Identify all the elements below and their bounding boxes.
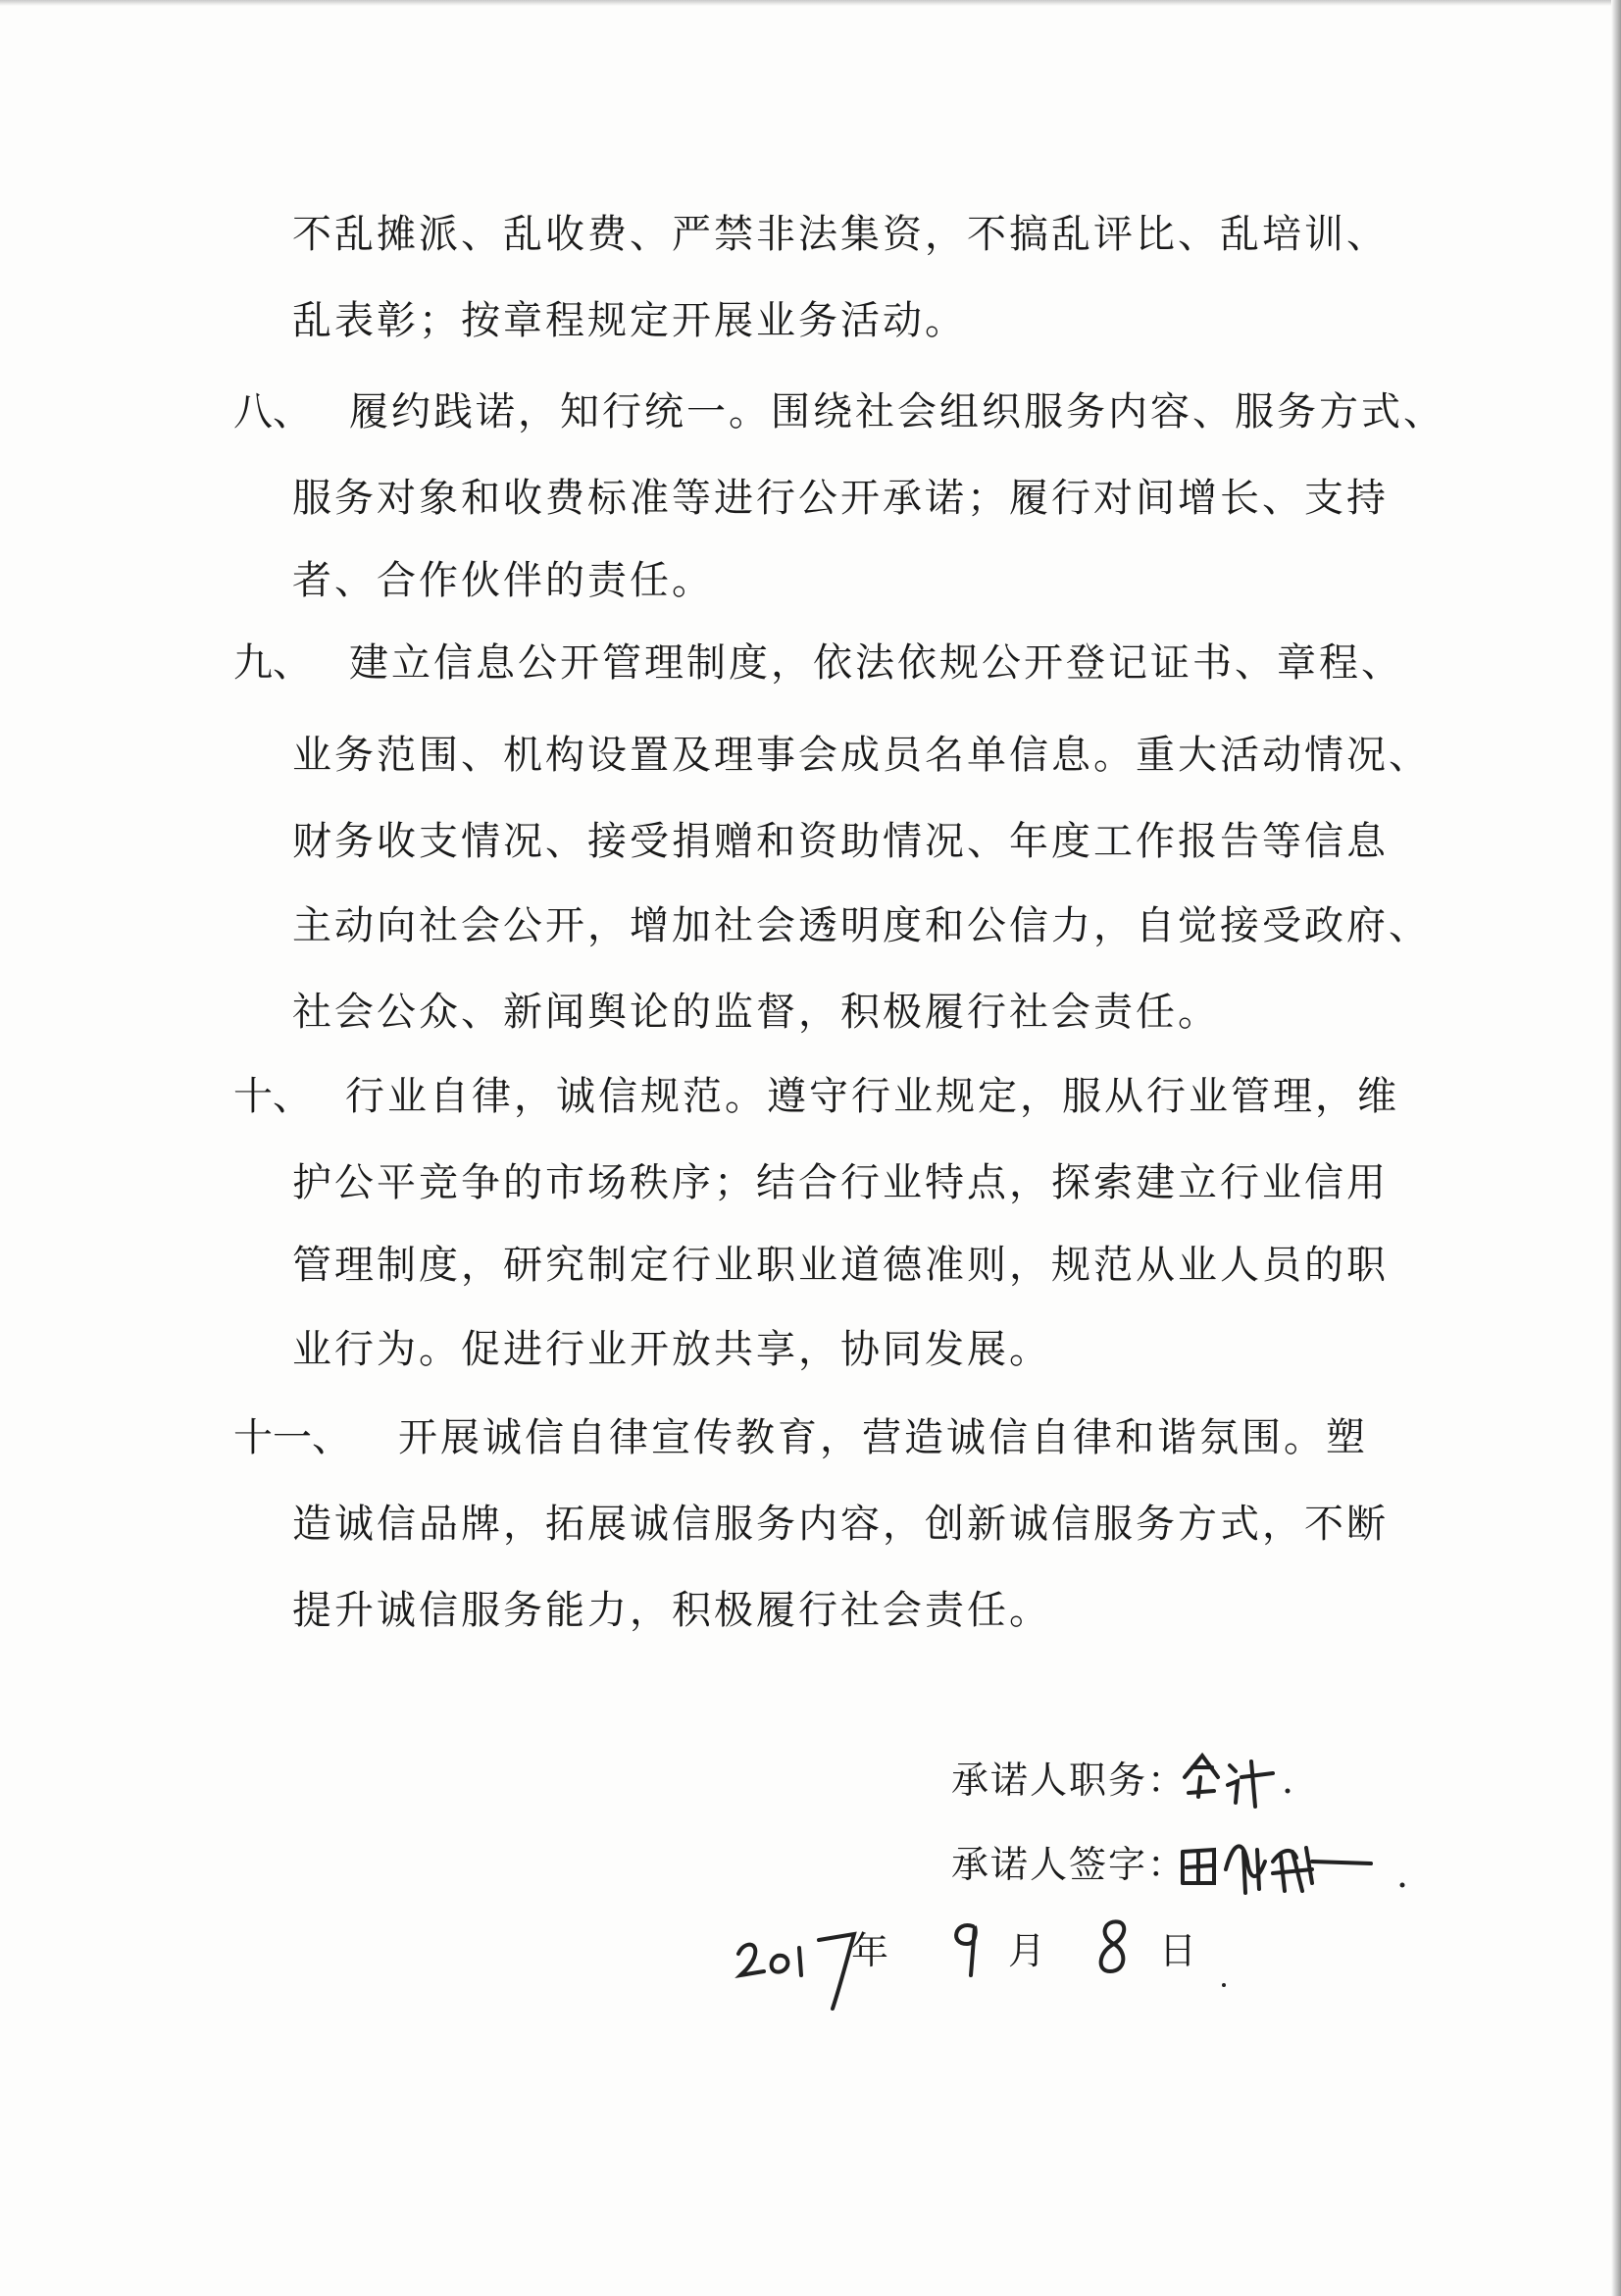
p9-line-4: 主动向社会公开，增加社会透明度和公信力，自觉接受政府、 bbox=[292, 903, 1431, 948]
p7-line-2: 乱表彰；按章程规定开展业务活动。 bbox=[292, 298, 967, 343]
scan-edge-top bbox=[0, 0, 1621, 6]
position-handwriting bbox=[1175, 1738, 1292, 1816]
trailing-dot bbox=[1222, 1983, 1226, 1987]
p10-line-1: 行业自律，诚信规范。遵守行业规定，服从行业管理，维 bbox=[345, 1074, 1399, 1119]
p8-line-3: 者、合作伙伴的责任。 bbox=[292, 558, 714, 603]
date-day-handwriting bbox=[1085, 1909, 1143, 1987]
position-label: 承诺人职务： bbox=[951, 1759, 1188, 1802]
p9-number: 九、 bbox=[233, 640, 312, 686]
p11-number: 十一、 bbox=[233, 1415, 351, 1460]
p9-line-2: 业务范围、机构设置及理事会成员名单信息。重大活动情况、 bbox=[292, 733, 1431, 778]
p9-line-1: 建立信息公开管理制度，依法依规公开登记证书、章程、 bbox=[349, 640, 1403, 686]
p11-line-1: 开展诚信自律宣传教育，营造诚信自律和谐氛围。塑 bbox=[398, 1415, 1368, 1460]
p8-number: 八、 bbox=[233, 389, 312, 434]
p10-line-2: 护公平竞争的市场秩序；结合行业特点，探索建立行业信用 bbox=[292, 1160, 1389, 1205]
scan-edge-right bbox=[1611, 0, 1621, 2296]
signature-handwriting bbox=[1175, 1822, 1410, 1911]
p8-line-2: 服务对象和收费标准等进行公开承诺；履行对间增长、支持 bbox=[292, 476, 1389, 521]
date-month-label: 月 bbox=[1008, 1929, 1048, 1972]
p9-line-3: 财务收支情况、接受捐赠和资助情况、年度工作报告等信息 bbox=[292, 819, 1389, 864]
p11-line-2: 造诚信品牌，拓展诚信服务内容，创新诚信服务方式，不断 bbox=[292, 1502, 1389, 1547]
p9-line-5: 社会公众、新闻舆论的监督，积极履行社会责任。 bbox=[292, 990, 1220, 1035]
date-year-label: 年 bbox=[851, 1929, 891, 1972]
p11-line-3: 提升诚信服务能力，积极履行社会责任。 bbox=[292, 1588, 1051, 1633]
date-day-label: 日 bbox=[1159, 1929, 1199, 1972]
p10-line-4: 业行为。促进行业开放共享，协同发展。 bbox=[292, 1327, 1051, 1372]
p8-line-1: 履约践诺，知行统一。围绕社会组织服务内容、服务方式、 bbox=[349, 389, 1445, 434]
date-month-handwriting bbox=[941, 1907, 990, 1995]
p10-number: 十、 bbox=[233, 1074, 312, 1119]
p10-line-3: 管理制度，研究制定行业职业道德准则，规范从业人员的职 bbox=[292, 1243, 1389, 1288]
signature-label: 承诺人签字： bbox=[951, 1843, 1188, 1886]
p7-line-1: 不乱摊派、乱收费、严禁非法集资，不搞乱评比、乱培训、 bbox=[292, 212, 1389, 257]
